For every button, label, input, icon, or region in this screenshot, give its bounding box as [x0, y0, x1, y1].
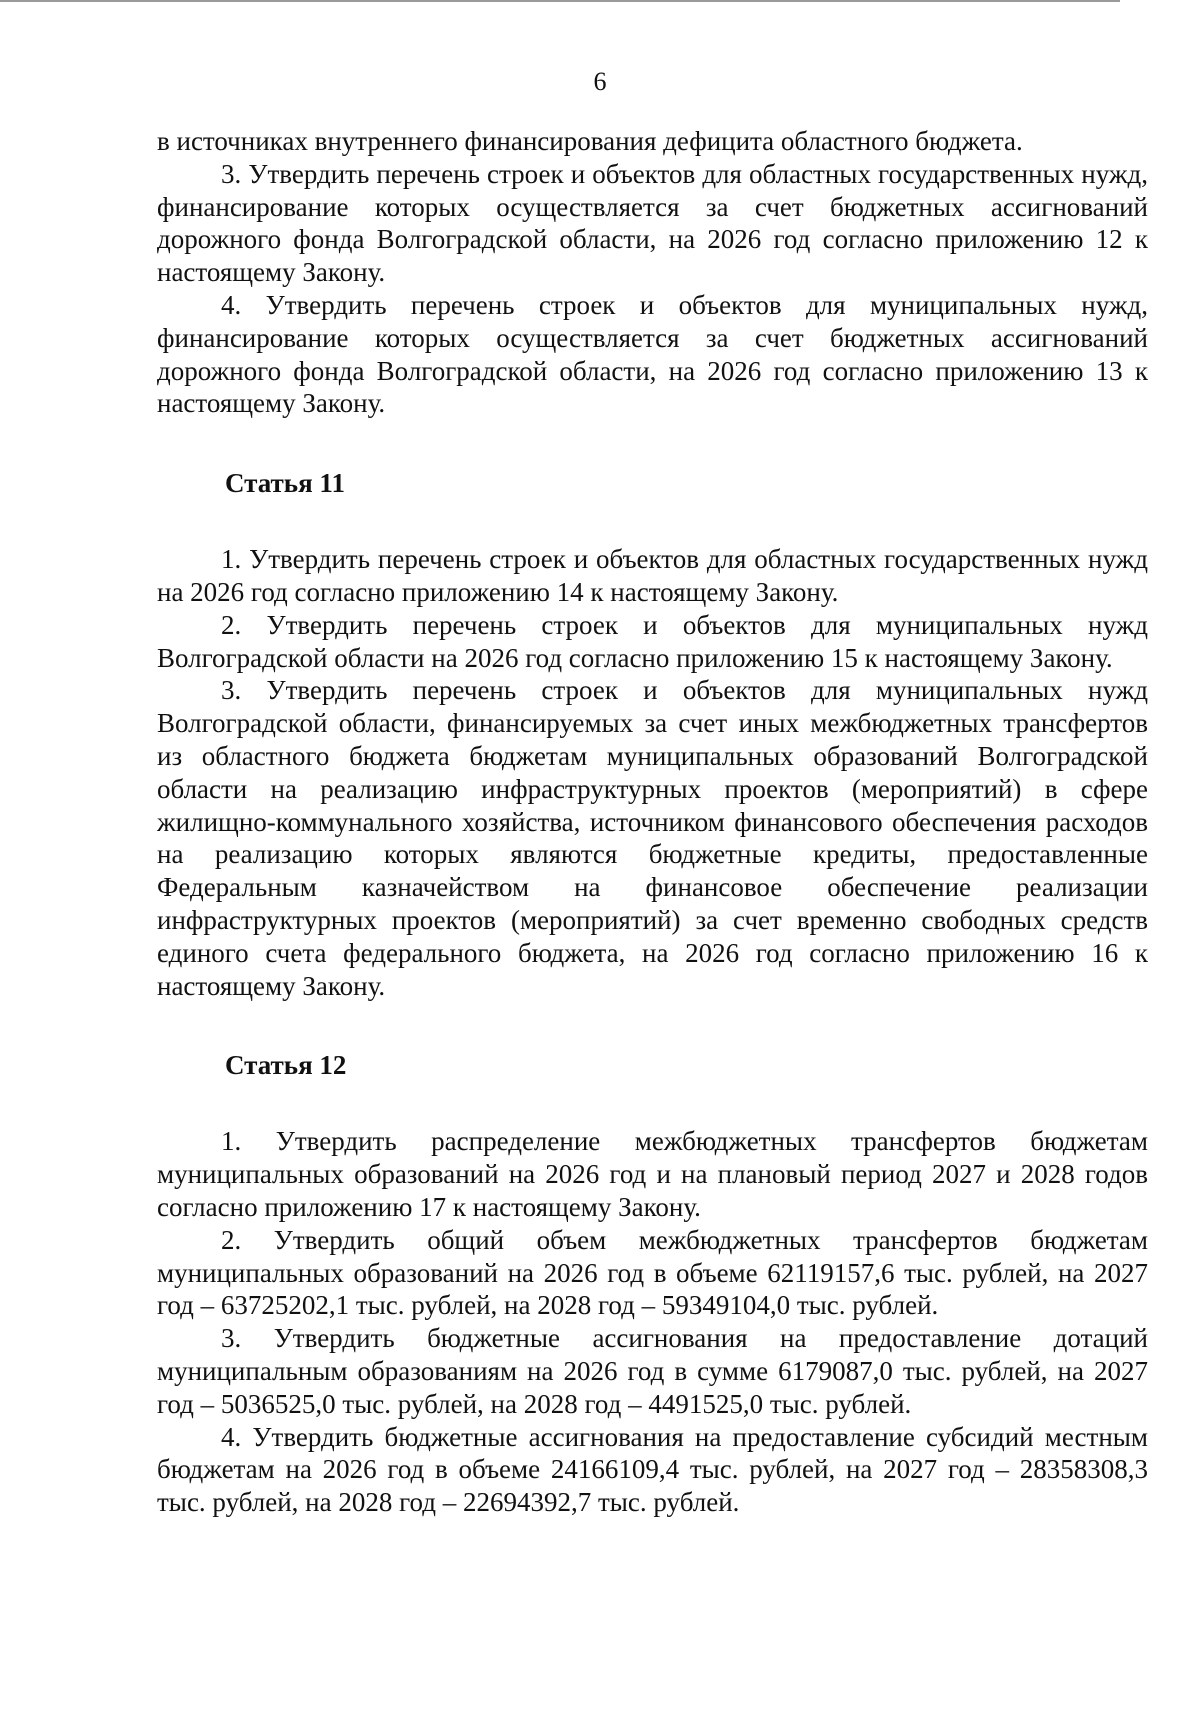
paragraph-article10-item4: 4. Утвердить перечень строек и объектов для муниципальных нужд, финансирование которых осуществляется за счет бюджетных ассигнований дорожного фонда Волгоградской области, на 2026 год согласно приложению 13 к настоящему Закону. — [157, 289, 1148, 419]
paragraph-article11-item3: 3. Утвердить перечень строек и объектов для муниципальных нужд Волгоградской области, финансируемых за счет иных межбюджетных трансфертов из областного бюджета бюджетам муниципальных образований Волгоградской области на реализацию инфраструктурных проектов (мероприятий) в сфере жилищно-коммунального хозяйства, источником финансового обеспечения расходов на реализацию которых являются бюджетные кредиты, предоставленные Федеральным казначейством на финансовое обеспечение реализации инфраструктурных проектов (мероприятий) за счет временно свободных средств единого счета федерального бюджета, на 2026 год согласно приложению 16 к настоящему Закону. — [157, 675, 1148, 1001]
article-11-heading: Статья 11 — [225, 468, 345, 499]
paragraph-article10-item3: 3. Утвердить перечень строек и объектов для областных государственных нужд, финансирование которых осуществляется за счет бюджетных ассигнований дорожного фонда Волгоградской области, на 2026 год согласно приложению 12 к настоящему Закону. — [157, 158, 1148, 288]
document-body — [157, 125, 1148, 1519]
paragraph-article12-item4: 4. Утвердить бюджетные ассигнования на предоставление субсидий местным бюджетам на 2026 год в объеме 24166109,4 тыс. рублей, на 2027 год – 28358308,3 тыс. рублей, на 2028 год – 22694392,7 тыс. рублей. — [157, 1421, 1148, 1518]
scan-edge-line — [0, 0, 1120, 2]
paragraph-article11-item2: 2. Утвердить перечень строек и объектов для муниципальных нужд Волгоградской области на 2026 год согласно приложению 15 к настоящему Закону. — [157, 609, 1148, 673]
article-12-heading: Статья 12 — [225, 1050, 347, 1081]
paragraph-article12-item3: 3. Утвердить бюджетные ассигнования на предоставление дотаций муниципальным образованиям на 2026 год в сумме 6179087,0 тыс. рублей, на 2027 год – 5036525,0 тыс. рублей, на 2028 год – 4491525,0 тыс. рублей. — [157, 1323, 1148, 1419]
paragraph-continuation: в источниках внутреннего финансирования дефицита областного бюджета. — [157, 126, 1023, 156]
paragraph-article12-item2: 2. Утвердить общий объем межбюджетных трансфертов бюджетам муниципальных образований на 2026 год в объеме 62119157,6 тыс. рублей, на 2027 год – 63725202,1 тыс. рублей, на 2028 год – 59349104,0 тыс. рублей. — [157, 1224, 1148, 1321]
paragraph-article12-item1: 1. Утвердить распределение межбюджетных трансфертов бюджетам муниципальных образований на 2026 год и на плановый период 2027 и 2028 годов согласно приложению 17 к настоящему Закону. — [157, 1126, 1148, 1222]
paragraph-article11-item1: 1. Утвердить перечень строек и объектов для областных государственных нужд на 2026 год согласно приложению 14 к настоящему Закону. — [157, 544, 1148, 607]
page-number: 6 — [593, 67, 607, 96]
